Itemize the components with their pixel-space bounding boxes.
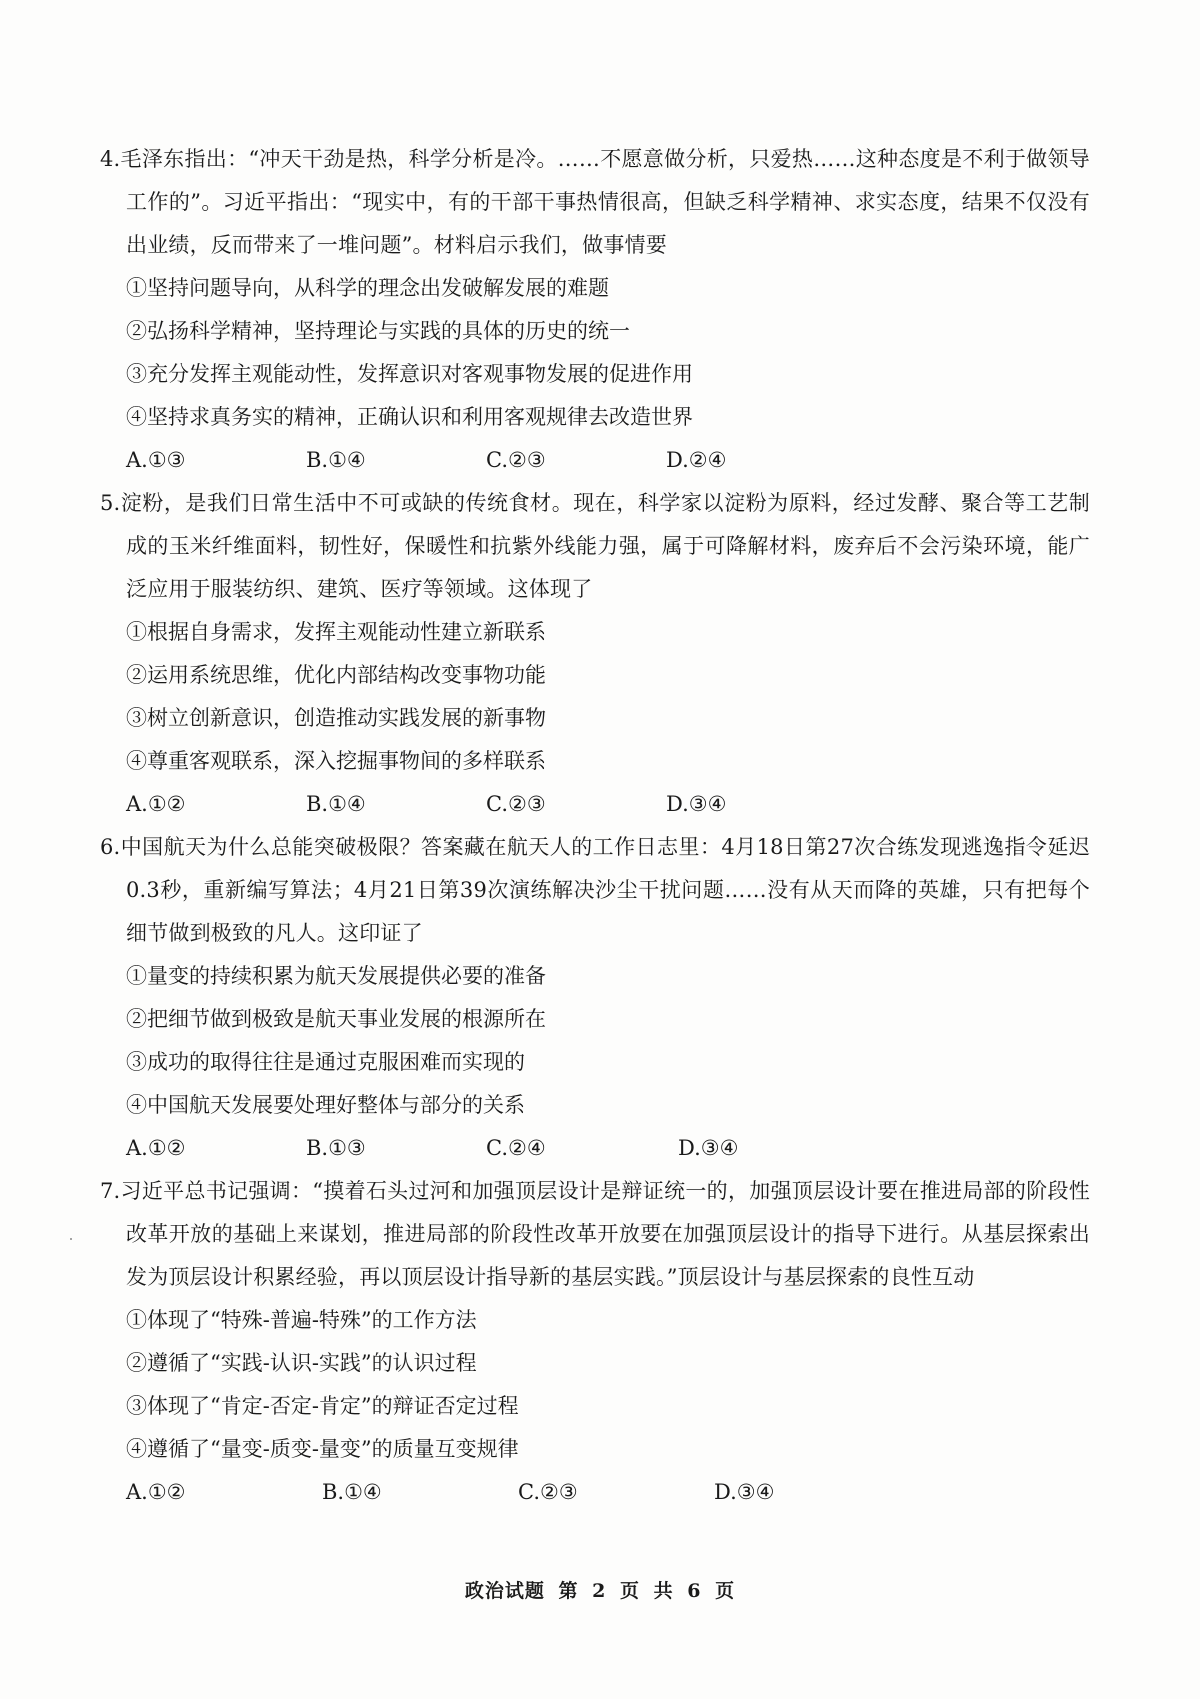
question-number: 6. xyxy=(100,835,121,859)
question-6 xyxy=(100,826,1090,1170)
choice-a: A.①② xyxy=(126,1136,186,1160)
statement-1: ①坚持问题导向，从科学的理念出发破解发展的难题 xyxy=(126,276,609,300)
footer-total-pages: 6 xyxy=(687,1580,702,1602)
question-stem xyxy=(100,138,1090,267)
choice-a: A.①③ xyxy=(126,448,186,472)
choice-d: D.②④ xyxy=(666,448,727,472)
choice-c: C.②③ xyxy=(486,448,546,472)
question-text: 习近平总书记强调：“摸着石头过河和加强顶层设计是辩证统一的，加强顶层设计要在推进局部的阶段性改革开放的基础上来谋划，推进局部的阶段性改革开放要在加强顶层设计的指导下进行。从基层探索出发为顶层设计积累经验，再以顶层设计指导新的基层实践。”顶层设计与基层探索的良性互动 xyxy=(120,1179,1090,1289)
answer-choices xyxy=(100,1471,1090,1514)
answer-choices xyxy=(100,439,1090,482)
question-number: 4. xyxy=(100,147,121,171)
choice-d: D.③④ xyxy=(678,1136,739,1160)
statement-2: ②运用系统思维，优化内部结构改变事物功能 xyxy=(126,663,546,687)
choice-b: B.①④ xyxy=(322,1480,382,1504)
statement-4: ④中国航天发展要处理好整体与部分的关系 xyxy=(126,1093,525,1117)
choice-a: A.①② xyxy=(126,1480,186,1504)
footer-page-mid: 页 xyxy=(619,1580,640,1602)
scan-speck xyxy=(70,1238,72,1240)
question-number: 5. xyxy=(100,491,121,515)
question-text: 淀粉，是我们日常生活中不可或缺的传统食材。现在，科学家以淀粉为原料，经过发酵、聚合等工艺制成的玉米纤维面料，韧性好，保暖性和抗紫外线能力强，属于可降解材料，废弃后不会污染环境，能广泛应用于服装纺织、建筑、医疗等领域。这体现了 xyxy=(120,491,1090,601)
choice-c: C.②③ xyxy=(518,1480,578,1504)
footer-page-number: 2 xyxy=(592,1580,607,1602)
statement-2: ②弘扬科学精神，坚持理论与实践的具体的历史的统一 xyxy=(126,319,630,343)
page-footer xyxy=(0,1576,1200,1603)
question-stem xyxy=(100,826,1090,955)
statement-3: ③体现了“肯定-否定-肯定”的辩证否定过程 xyxy=(126,1394,519,1418)
statement-3: ③充分发挥主观能动性，发挥意识对客观事物发展的促进作用 xyxy=(126,362,693,386)
footer-total-suffix: 页 xyxy=(715,1580,736,1602)
question-number: 7. xyxy=(100,1179,121,1203)
footer-total-prefix: 共 xyxy=(653,1580,674,1602)
question-5 xyxy=(100,482,1090,826)
footer-page-prefix: 第 xyxy=(558,1580,579,1602)
statement-1: ①根据自身需求，发挥主观能动性建立新联系 xyxy=(126,620,546,644)
question-stem xyxy=(100,482,1090,611)
statement-3: ③成功的取得往往是通过克服困难而实现的 xyxy=(126,1050,525,1074)
question-text: 毛泽东指出：“冲天干劲是热，科学分析是冷。……不愿意做分析，只爱热……这种态度是不利于做领导工作的”。习近平指出：“现实中，有的干部干事热情很高，但缺乏科学精神、求实态度，结果不仅没有出业绩，反而带来了一堆问题”。材料启示我们，做事情要 xyxy=(120,147,1090,257)
choice-a: A.①② xyxy=(126,792,186,816)
answer-choices xyxy=(100,783,1090,826)
question-stem xyxy=(100,1170,1090,1299)
choice-b: B.①③ xyxy=(306,1136,366,1160)
statement-1: ①体现了“特殊-普遍-特殊”的工作方法 xyxy=(126,1308,477,1332)
statement-2: ②遵循了“实践-认识-实践”的认识过程 xyxy=(126,1351,477,1375)
statement-4: ④坚持求真务实的精神，正确认识和利用客观规律去改造世界 xyxy=(126,405,693,429)
statement-4: ④尊重客观联系，深入挖掘事物间的多样联系 xyxy=(126,749,546,773)
statement-4: ④遵循了“量变-质变-量变”的质量互变规律 xyxy=(126,1437,519,1461)
statement-1: ①量变的持续积累为航天发展提供必要的准备 xyxy=(126,964,546,988)
questions-area xyxy=(100,138,1090,1514)
question-4 xyxy=(100,138,1090,482)
choice-b: B.①④ xyxy=(306,792,366,816)
choice-b: B.①④ xyxy=(306,448,366,472)
statement-2: ②把细节做到极致是航天事业发展的根源所在 xyxy=(126,1007,546,1031)
choice-c: C.②④ xyxy=(486,1136,546,1160)
choice-c: C.②③ xyxy=(486,792,546,816)
question-7 xyxy=(100,1170,1090,1514)
answer-choices xyxy=(100,1127,1090,1170)
question-text: 中国航天为什么总能突破极限？答案藏在航天人的工作日志里：4月18日第27次合练发现逃逸指令延迟0.3秒，重新编写算法；4月21日第39次演练解决沙尘干扰问题……没有从天而降的英雄，只有把每个细节做到极致的凡人。这印证了 xyxy=(120,835,1090,945)
choice-d: D.③④ xyxy=(714,1480,775,1504)
choice-d: D.③④ xyxy=(666,792,727,816)
statement-3: ③树立创新意识，创造推动实践发展的新事物 xyxy=(126,706,546,730)
footer-subject: 政治试题 xyxy=(464,1580,545,1602)
